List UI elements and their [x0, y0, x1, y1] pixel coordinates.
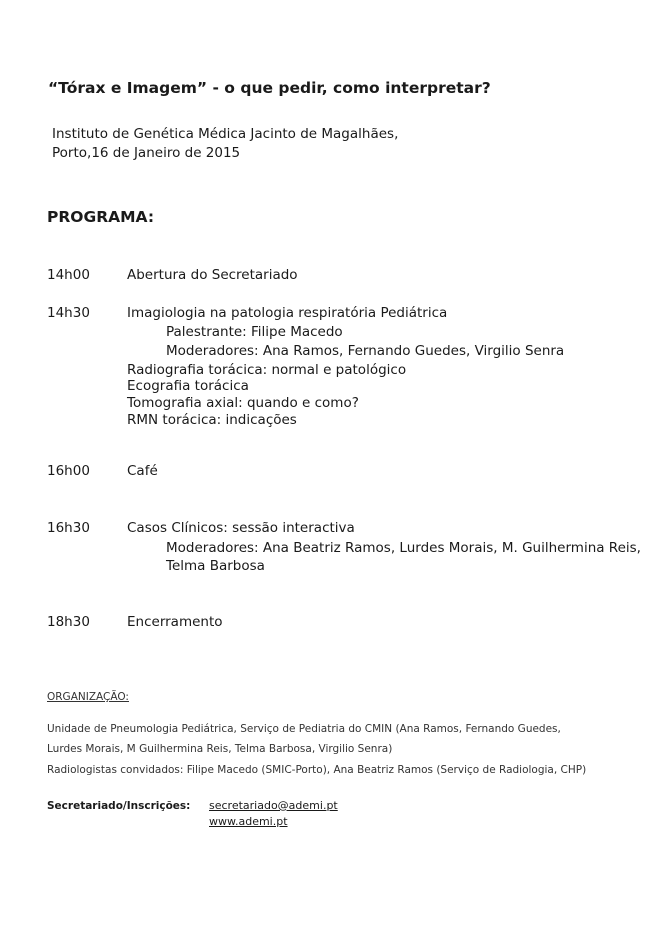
schedule-time: 18h30 [47, 614, 90, 630]
document-title: “Tórax e Imagem” - o que pedir, como interpretar? [48, 79, 491, 97]
email-link[interactable]: secretariado@ademi.pt [209, 799, 338, 812]
organization-line: Unidade de Pneumologia Pediátrica, Serviço de Pediatria do CMIN (Ana Ramos, Fernando Guedes, [47, 723, 561, 735]
schedule-time: 16h00 [47, 463, 90, 479]
speaker: Palestrante: Filipe Macedo [166, 324, 343, 340]
schedule-time: 16h30 [47, 520, 90, 536]
date-line: Porto,16 de Janeiro de 2015 [52, 145, 241, 161]
website-link[interactable]: www.ademi.pt [209, 815, 288, 828]
organization-line: Radiologistas convidados: Filipe Macedo (SMIC-Porto), Ana Beatriz Ramos (Serviço de Radiologia, CHP) [47, 764, 587, 776]
schedule-title: Imagiologia na patologia respiratória Pediátrica [127, 305, 448, 321]
moderators: Moderadores: Ana Ramos, Fernando Guedes, Virgilio Senra [166, 343, 565, 359]
topic: Ecografia torácica [127, 378, 249, 394]
topic: Radiografia torácica: normal e patológico [127, 362, 407, 378]
topic: RMN torácica: indicações [127, 412, 297, 428]
moderators: Moderadores: Ana Beatriz Ramos, Lurdes Morais, M. Guilhermina Reis, [166, 540, 641, 556]
schedule-time: 14h30 [47, 305, 90, 321]
schedule-time: 14h00 [47, 267, 90, 283]
institute-line: Instituto de Genética Médica Jacinto de Magalhães, [52, 126, 399, 142]
topic: Tomografia axial: quando e como? [127, 395, 359, 411]
organization-heading: ORGANIZAÇÃO: [47, 691, 129, 703]
schedule-title: Casos Clínicos: sessão interactiva [127, 520, 355, 536]
schedule-title: Abertura do Secretariado [127, 267, 298, 283]
organization-line: Lurdes Morais, M Guilhermina Reis, Telma Barbosa, Virgilio Senra) [47, 743, 393, 755]
secretariat-label: Secretariado/Inscrições: [47, 800, 191, 812]
schedule-title: Café [127, 463, 158, 479]
moderators: Telma Barbosa [166, 558, 265, 574]
program-heading: PROGRAMA: [47, 208, 155, 226]
schedule-title: Encerramento [127, 614, 223, 630]
